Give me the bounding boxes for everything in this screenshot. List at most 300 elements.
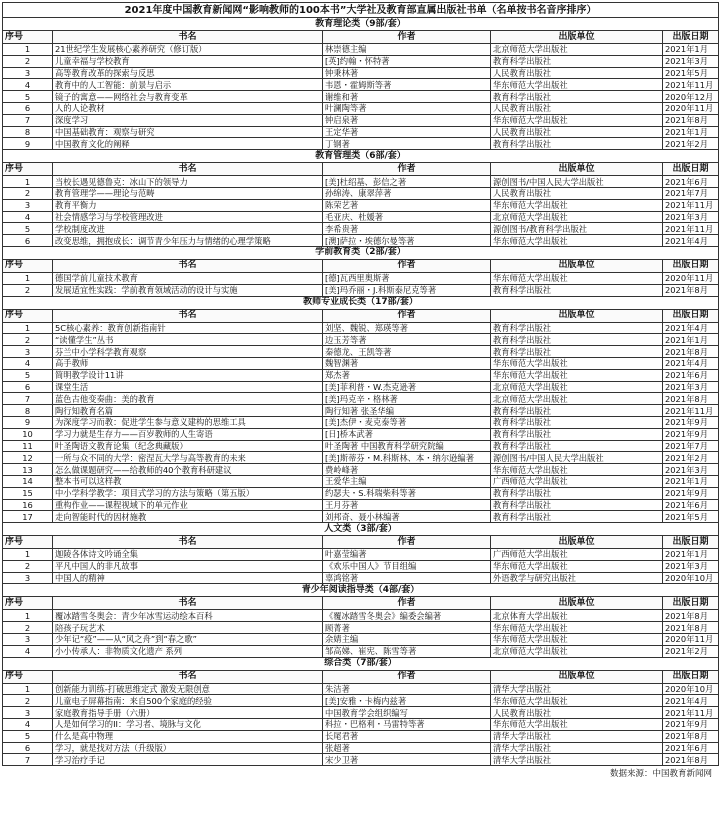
author-cell: 叶圣陶著 中国教育科学研究院编	[323, 440, 491, 452]
index-cell: 4	[3, 357, 53, 369]
title-cell: 创新能力训练-打破思维定式 激发无限创意	[53, 683, 323, 695]
column-header-row	[3, 163, 719, 176]
publisher-cell: 华东师范大学出版社	[491, 114, 663, 126]
title-cell: 改变思维，拥抱成长：调节青少年压力与情绪的心理学策略	[53, 235, 323, 247]
publisher-cell: 教育科学出版社	[491, 55, 663, 67]
header-title: 书名	[53, 597, 323, 610]
title-cell: 平凡中国人的非凡故事	[53, 560, 323, 572]
publisher-cell: 广西师范大学出版社	[491, 475, 663, 487]
author-cell: 魏智渊著	[323, 357, 491, 369]
index-cell: 1	[3, 272, 53, 284]
header-index: 序号	[3, 259, 53, 272]
date-cell: 2021年8月	[663, 754, 719, 766]
header-publisher: 出版单位	[491, 163, 663, 176]
title-cell: 简明教学设计11讲	[53, 369, 323, 381]
header-publisher: 出版单位	[491, 309, 663, 322]
publisher-cell: 华东师范大学出版社	[491, 622, 663, 634]
index-cell: 5	[3, 91, 53, 103]
index-cell: 6	[3, 235, 53, 247]
date-cell: 2021年6月	[663, 499, 719, 511]
author-cell: 林崇德主编	[323, 44, 491, 56]
date-cell: 2021年3月	[663, 381, 719, 393]
index-cell: 6	[3, 102, 53, 114]
table-row	[3, 610, 719, 622]
table-row	[3, 475, 719, 487]
title-cell: 重构作业——课程视域下的单元作业	[53, 499, 323, 511]
index-cell: 5	[3, 730, 53, 742]
index-cell: 2	[3, 622, 53, 634]
table-row	[3, 211, 719, 223]
date-cell: 2021年4月	[663, 357, 719, 369]
index-cell: 3	[3, 199, 53, 211]
author-cell: 费岭峰著	[323, 464, 491, 476]
title-cell: 教育管理学——理论与范畴	[53, 187, 323, 199]
title-cell: 怎么做课题研究——给教师的40个教育科研建议	[53, 464, 323, 476]
publisher-cell: 北京师范大学出版社	[491, 645, 663, 657]
header-title: 书名	[53, 536, 323, 549]
author-cell: [美]安雅・卡梅内兹著	[323, 695, 491, 707]
title-cell: 人的人论教材	[53, 102, 323, 114]
title-row	[3, 3, 719, 18]
publisher-cell: 清华大学出版社	[491, 754, 663, 766]
table-row	[3, 572, 719, 584]
table-row	[3, 346, 719, 358]
table-row	[3, 549, 719, 561]
category-title: 教师专业成长类（17部/套）	[3, 296, 719, 309]
table-row	[3, 634, 719, 646]
table-row	[3, 44, 719, 56]
publisher-cell: 北京师范大学出版社	[491, 393, 663, 405]
publisher-cell: 教育科学出版社	[491, 405, 663, 417]
publisher-cell: 华东师范大学出版社	[491, 695, 663, 707]
header-publisher: 出版单位	[491, 670, 663, 683]
date-cell: 2021年3月	[663, 464, 719, 476]
date-cell: 2021年8月	[663, 730, 719, 742]
booklist-table	[2, 2, 719, 766]
header-publisher: 出版单位	[491, 259, 663, 272]
category-row	[3, 584, 719, 597]
index-cell: 2	[3, 334, 53, 346]
title-cell: 儿童电子屏幕指南：来自500个家庭的经验	[53, 695, 323, 707]
index-cell: 9	[3, 416, 53, 428]
title-cell: 一所与众不同的大学：密涅瓦大学与高等教育的未来	[53, 452, 323, 464]
author-cell: 《欢乐中国人》节目组编	[323, 560, 491, 572]
date-cell: 2020年12月	[663, 91, 719, 103]
publisher-cell: 华东师范大学出版社	[491, 719, 663, 731]
index-cell: 1	[3, 176, 53, 188]
index-cell: 1	[3, 549, 53, 561]
title-cell: 学习，就是找对方法（升级版）	[53, 742, 323, 754]
index-cell: 4	[3, 211, 53, 223]
category-title: 教育理论类（9部/套）	[3, 18, 719, 31]
publisher-cell: 教育科学出版社	[491, 487, 663, 499]
publisher-cell: 清华大学出版社	[491, 683, 663, 695]
table-row	[3, 126, 719, 138]
table-row	[3, 730, 719, 742]
publisher-cell: 教育科学出版社	[491, 346, 663, 358]
publisher-cell: 人民教育出版社	[491, 707, 663, 719]
index-cell: 8	[3, 126, 53, 138]
index-cell: 6	[3, 742, 53, 754]
date-cell: 2021年4月	[663, 235, 719, 247]
author-cell: 韦恩・霍姆斯等著	[323, 79, 491, 91]
index-cell: 7	[3, 754, 53, 766]
author-cell: 王爱华主编	[323, 475, 491, 487]
author-cell: 刘坚、魏锐、郑瑛等著	[323, 322, 491, 334]
publisher-cell: 教育科学出版社	[491, 511, 663, 523]
title-cell: 教育平衡力	[53, 199, 323, 211]
publisher-cell: 北京体育大学出版社	[491, 610, 663, 622]
column-header-row	[3, 259, 719, 272]
title-cell: 芬兰中小学科学教育观察	[53, 346, 323, 358]
title-cell: 深度学习	[53, 114, 323, 126]
date-cell: 2021年2月	[663, 452, 719, 464]
index-cell: 2	[3, 284, 53, 296]
category-row	[3, 296, 719, 309]
header-index: 序号	[3, 163, 53, 176]
header-author: 作者	[323, 536, 491, 549]
date-cell: 2021年7月	[663, 440, 719, 452]
author-cell: 王月芬著	[323, 499, 491, 511]
index-cell: 3	[3, 634, 53, 646]
index-cell: 7	[3, 114, 53, 126]
table-row	[3, 440, 719, 452]
table-row	[3, 55, 719, 67]
column-header-row	[3, 309, 719, 322]
author-cell: 郑杰著	[323, 369, 491, 381]
category-row	[3, 150, 719, 163]
publisher-cell: 外语教学与研究出版社	[491, 572, 663, 584]
publisher-cell: 人民教育出版社	[491, 67, 663, 79]
author-cell: 余婧主编	[323, 634, 491, 646]
title-cell: 发展适宜性实践：学前教育领域活动的设计与实施	[53, 284, 323, 296]
title-cell: 高手教师	[53, 357, 323, 369]
header-publisher: 出版单位	[491, 31, 663, 44]
date-cell: 2021年11月	[663, 707, 719, 719]
title-cell: 整本书可以这样教	[53, 475, 323, 487]
date-cell: 2020年10月	[663, 572, 719, 584]
title-cell: 学习治疗手记	[53, 754, 323, 766]
publisher-cell: 教育科学出版社	[491, 428, 663, 440]
table-row	[3, 322, 719, 334]
header-index: 序号	[3, 31, 53, 44]
index-cell: 2	[3, 695, 53, 707]
author-cell: 边玉芳等著	[323, 334, 491, 346]
author-cell: 宋少卫著	[323, 754, 491, 766]
author-cell: [德]瓦西里奥斯著	[323, 272, 491, 284]
title-cell: 少年记“疫”——从“风之舟”到“春之歌”	[53, 634, 323, 646]
category-title: 综合类（7部/套）	[3, 657, 719, 670]
author-cell: 毛亚庆、杜媛著	[323, 211, 491, 223]
index-cell: 3	[3, 572, 53, 584]
header-date: 出版日期	[663, 536, 719, 549]
author-cell: [美]斯蒂芬・M.科斯林、本・纳尔逊编著	[323, 452, 491, 464]
date-cell: 2021年9月	[663, 428, 719, 440]
header-author: 作者	[323, 259, 491, 272]
title-cell: 高等教育改革的探索与反思	[53, 67, 323, 79]
category-row	[3, 523, 719, 536]
author-cell: [美]玛乔丽・J.科斯泰尼克等著	[323, 284, 491, 296]
table-row	[3, 67, 719, 79]
header-index: 序号	[3, 670, 53, 683]
table-row	[3, 79, 719, 91]
header-title: 书名	[53, 309, 323, 322]
title-cell: 教育中的人工智能：前景与启示	[53, 79, 323, 91]
title-cell: 德国学前儿童技术教育	[53, 272, 323, 284]
date-cell: 2021年11月	[663, 405, 719, 417]
author-cell: 叶澜陶等著	[323, 102, 491, 114]
author-cell: 《覆冰踏雪冬奥会》编委会编著	[323, 610, 491, 622]
date-cell: 2020年11月	[663, 272, 719, 284]
date-cell: 2021年8月	[663, 284, 719, 296]
publisher-cell: 华东师范大学出版社	[491, 357, 663, 369]
publisher-cell: 源创图书/中国人民大学出版社	[491, 176, 663, 188]
header-date: 出版日期	[663, 31, 719, 44]
author-cell: 陈荣艺著	[323, 199, 491, 211]
publisher-cell: 华东师范大学出版社	[491, 634, 663, 646]
date-cell: 2021年3月	[663, 560, 719, 572]
title-cell: 学校制度改进	[53, 223, 323, 235]
publisher-cell: 教育科学出版社	[491, 499, 663, 511]
index-cell: 2	[3, 187, 53, 199]
date-cell: 2021年1月	[663, 126, 719, 138]
date-cell: 2021年8月	[663, 393, 719, 405]
title-cell: 人是如何学习的II：学习者、境脉与文化	[53, 719, 323, 731]
date-cell: 2021年4月	[663, 322, 719, 334]
title-cell: 中国基础教育：观察与研究	[53, 126, 323, 138]
title-cell: 家庭教育指导手册（六册）	[53, 707, 323, 719]
title-cell: 覆冰踏雪冬奥会：青少年冰雪运动绘本百科	[53, 610, 323, 622]
title-cell: 叶圣陶语文教育论集（纪念典藏版）	[53, 440, 323, 452]
author-cell: 丁钢著	[323, 138, 491, 150]
publisher-cell: 华东师范大学出版社	[491, 199, 663, 211]
index-cell: 2	[3, 55, 53, 67]
author-cell: [英]约翰・怀特著	[323, 55, 491, 67]
index-cell: 6	[3, 381, 53, 393]
header-date: 出版日期	[663, 670, 719, 683]
author-cell: 朱洁著	[323, 683, 491, 695]
header-title: 书名	[53, 259, 323, 272]
title-cell: 课堂生活	[53, 381, 323, 393]
author-cell: [澳]萨拉・埃德尔曼等著	[323, 235, 491, 247]
header-author: 作者	[323, 309, 491, 322]
page-title: 2021年度中国教育新闻网“影响教师的100本书”大学社及教育部直属出版社书单（名单按书名音序排序）	[3, 3, 719, 18]
index-cell: 13	[3, 464, 53, 476]
publisher-cell: 华东师范大学出版社	[491, 369, 663, 381]
title-cell: 儿童幸福与学校教育	[53, 55, 323, 67]
index-cell: 2	[3, 560, 53, 572]
title-cell: “读懂学生”丛书	[53, 334, 323, 346]
author-cell: 刘邦奇、聂小林编著	[323, 511, 491, 523]
index-cell: 5	[3, 223, 53, 235]
category-title: 教育管理类（6部/套）	[3, 150, 719, 163]
category-row	[3, 246, 719, 259]
title-cell: 中小学科学教学：项目式学习的方法与策略（第五版）	[53, 487, 323, 499]
publisher-cell: 华东师范大学出版社	[491, 560, 663, 572]
publisher-cell: 清华大学出版社	[491, 742, 663, 754]
date-cell: 2020年10月	[663, 683, 719, 695]
index-cell: 8	[3, 405, 53, 417]
date-cell: 2021年11月	[663, 199, 719, 211]
index-cell: 17	[3, 511, 53, 523]
table-row	[3, 369, 719, 381]
title-cell: 陶行知教育名篇	[53, 405, 323, 417]
author-cell: 约瑟夫・S.科瑞柴科等著	[323, 487, 491, 499]
date-cell: 2021年3月	[663, 55, 719, 67]
date-cell: 2021年3月	[663, 211, 719, 223]
table-row	[3, 707, 719, 719]
table-row	[3, 719, 719, 731]
author-cell: [美]杰伊・麦克泰等著	[323, 416, 491, 428]
author-cell: [美]杜绍基、彭信之著	[323, 176, 491, 188]
index-cell: 3	[3, 707, 53, 719]
header-title: 书名	[53, 163, 323, 176]
index-cell: 4	[3, 79, 53, 91]
author-cell: 顾菁著	[323, 622, 491, 634]
table-row	[3, 416, 719, 428]
title-cell: 镜子的寓意——网络社会与教育变革	[53, 91, 323, 103]
index-cell: 16	[3, 499, 53, 511]
table-row	[3, 754, 719, 766]
table-row	[3, 742, 719, 754]
author-cell: 邹高娣、崔宪、陈雪等著	[323, 645, 491, 657]
table-row	[3, 223, 719, 235]
header-title: 书名	[53, 670, 323, 683]
index-cell: 3	[3, 346, 53, 358]
author-cell: [美]玛克辛・格林著	[323, 393, 491, 405]
header-publisher: 出版单位	[491, 536, 663, 549]
title-cell: 为深度学习而教：促进学生参与意义建构的思维工具	[53, 416, 323, 428]
publisher-cell: 华东师范大学出版社	[491, 272, 663, 284]
date-cell: 2021年1月	[663, 44, 719, 56]
table-row	[3, 487, 719, 499]
title-cell: 5C核心素养：教育创新指南针	[53, 322, 323, 334]
publisher-cell: 教育科学出版社	[491, 138, 663, 150]
author-cell: 辜鸿铭著	[323, 572, 491, 584]
category-title: 青少年阅读指导类（4部/套）	[3, 584, 719, 597]
publisher-cell: 人民教育出版社	[491, 187, 663, 199]
author-cell: 王定华著	[323, 126, 491, 138]
header-date: 出版日期	[663, 259, 719, 272]
author-cell: 钟启泉著	[323, 114, 491, 126]
publisher-cell: 北京师范大学出版社	[491, 381, 663, 393]
table-row	[3, 695, 719, 707]
date-cell: 2021年2月	[663, 138, 719, 150]
table-row	[3, 381, 719, 393]
index-cell: 1	[3, 44, 53, 56]
header-index: 序号	[3, 597, 53, 610]
date-cell: 2021年9月	[663, 719, 719, 731]
title-cell: 蓝色古他变奏曲：美的教育	[53, 393, 323, 405]
date-cell: 2021年6月	[663, 369, 719, 381]
header-date: 出版日期	[663, 309, 719, 322]
index-cell: 9	[3, 138, 53, 150]
table-row	[3, 138, 719, 150]
author-cell: [美]菲利普・W.杰克逊著	[323, 381, 491, 393]
index-cell: 1	[3, 322, 53, 334]
table-row	[3, 187, 719, 199]
table-row	[3, 102, 719, 114]
table-row	[3, 511, 719, 523]
title-cell: 陪孩子玩艺术	[53, 622, 323, 634]
publisher-cell: 教育科学出版社	[491, 322, 663, 334]
header-author: 作者	[323, 163, 491, 176]
author-cell: 长尾君著	[323, 730, 491, 742]
publisher-cell: 华东师范大学出版社	[491, 79, 663, 91]
title-cell: 社会情感学习与学校管理改进	[53, 211, 323, 223]
table-row	[3, 393, 719, 405]
publisher-cell: 教育科学出版社	[491, 416, 663, 428]
title-cell: 学习力就是生存力——百岁教师的人生寄语	[53, 428, 323, 440]
title-cell: 走向智能时代的因材施教	[53, 511, 323, 523]
publisher-cell: 广西师范大学出版社	[491, 549, 663, 561]
column-header-row	[3, 670, 719, 683]
title-cell: 中国人的精神	[53, 572, 323, 584]
index-cell: 11	[3, 440, 53, 452]
table-row	[3, 91, 719, 103]
publisher-cell: 源创图书/中国人民大学出版社	[491, 452, 663, 464]
index-cell: 4	[3, 645, 53, 657]
author-cell: 中国教育学会组织编写	[323, 707, 491, 719]
header-title: 书名	[53, 31, 323, 44]
title-cell: 21世纪学生发展核心素养研究（修订版）	[53, 44, 323, 56]
date-cell: 2020年11月	[663, 634, 719, 646]
table-row	[3, 199, 719, 211]
author-cell: 叶嘉莹编著	[323, 549, 491, 561]
publisher-cell: 教育科学出版社	[491, 91, 663, 103]
title-cell: 小小传承人：非物质文化遗产 系列	[53, 645, 323, 657]
header-author: 作者	[323, 597, 491, 610]
date-cell: 2021年8月	[663, 610, 719, 622]
publisher-cell: 人民教育出版社	[491, 126, 663, 138]
date-cell: 2021年1月	[663, 334, 719, 346]
header-index: 序号	[3, 536, 53, 549]
header-index: 序号	[3, 309, 53, 322]
publisher-cell: 北京师范大学出版社	[491, 44, 663, 56]
date-cell: 2021年1月	[663, 475, 719, 487]
author-cell: 钟秉林著	[323, 67, 491, 79]
publisher-cell: 教育科学出版社	[491, 284, 663, 296]
date-cell: 2021年5月	[663, 511, 719, 523]
table-row	[3, 114, 719, 126]
index-cell: 14	[3, 475, 53, 487]
data-source-note: 数据来源：中国教育新闻网	[609, 769, 712, 780]
date-cell: 2020年11月	[663, 102, 719, 114]
date-cell: 2021年8月	[663, 114, 719, 126]
date-cell: 2021年11月	[663, 79, 719, 91]
table-row	[3, 176, 719, 188]
publisher-cell: 清华大学出版社	[491, 730, 663, 742]
header-publisher: 出版单位	[491, 597, 663, 610]
date-cell: 2021年5月	[663, 67, 719, 79]
publisher-cell: 源创图书/教育科学出版社	[491, 223, 663, 235]
publisher-cell: 华东师范大学出版社	[491, 464, 663, 476]
author-cell: 孙绵涛、康翠萍著	[323, 187, 491, 199]
date-cell: 2021年2月	[663, 645, 719, 657]
header-author: 作者	[323, 31, 491, 44]
table-row	[3, 272, 719, 284]
header-date: 出版日期	[663, 597, 719, 610]
author-cell: 科拉・巴格利・马雷特等著	[323, 719, 491, 731]
table-row	[3, 464, 719, 476]
date-cell: 2021年6月	[663, 176, 719, 188]
table-row	[3, 428, 719, 440]
author-cell: 李希贵著	[323, 223, 491, 235]
index-cell: 15	[3, 487, 53, 499]
index-cell: 1	[3, 683, 53, 695]
table-row	[3, 560, 719, 572]
table-row	[3, 284, 719, 296]
